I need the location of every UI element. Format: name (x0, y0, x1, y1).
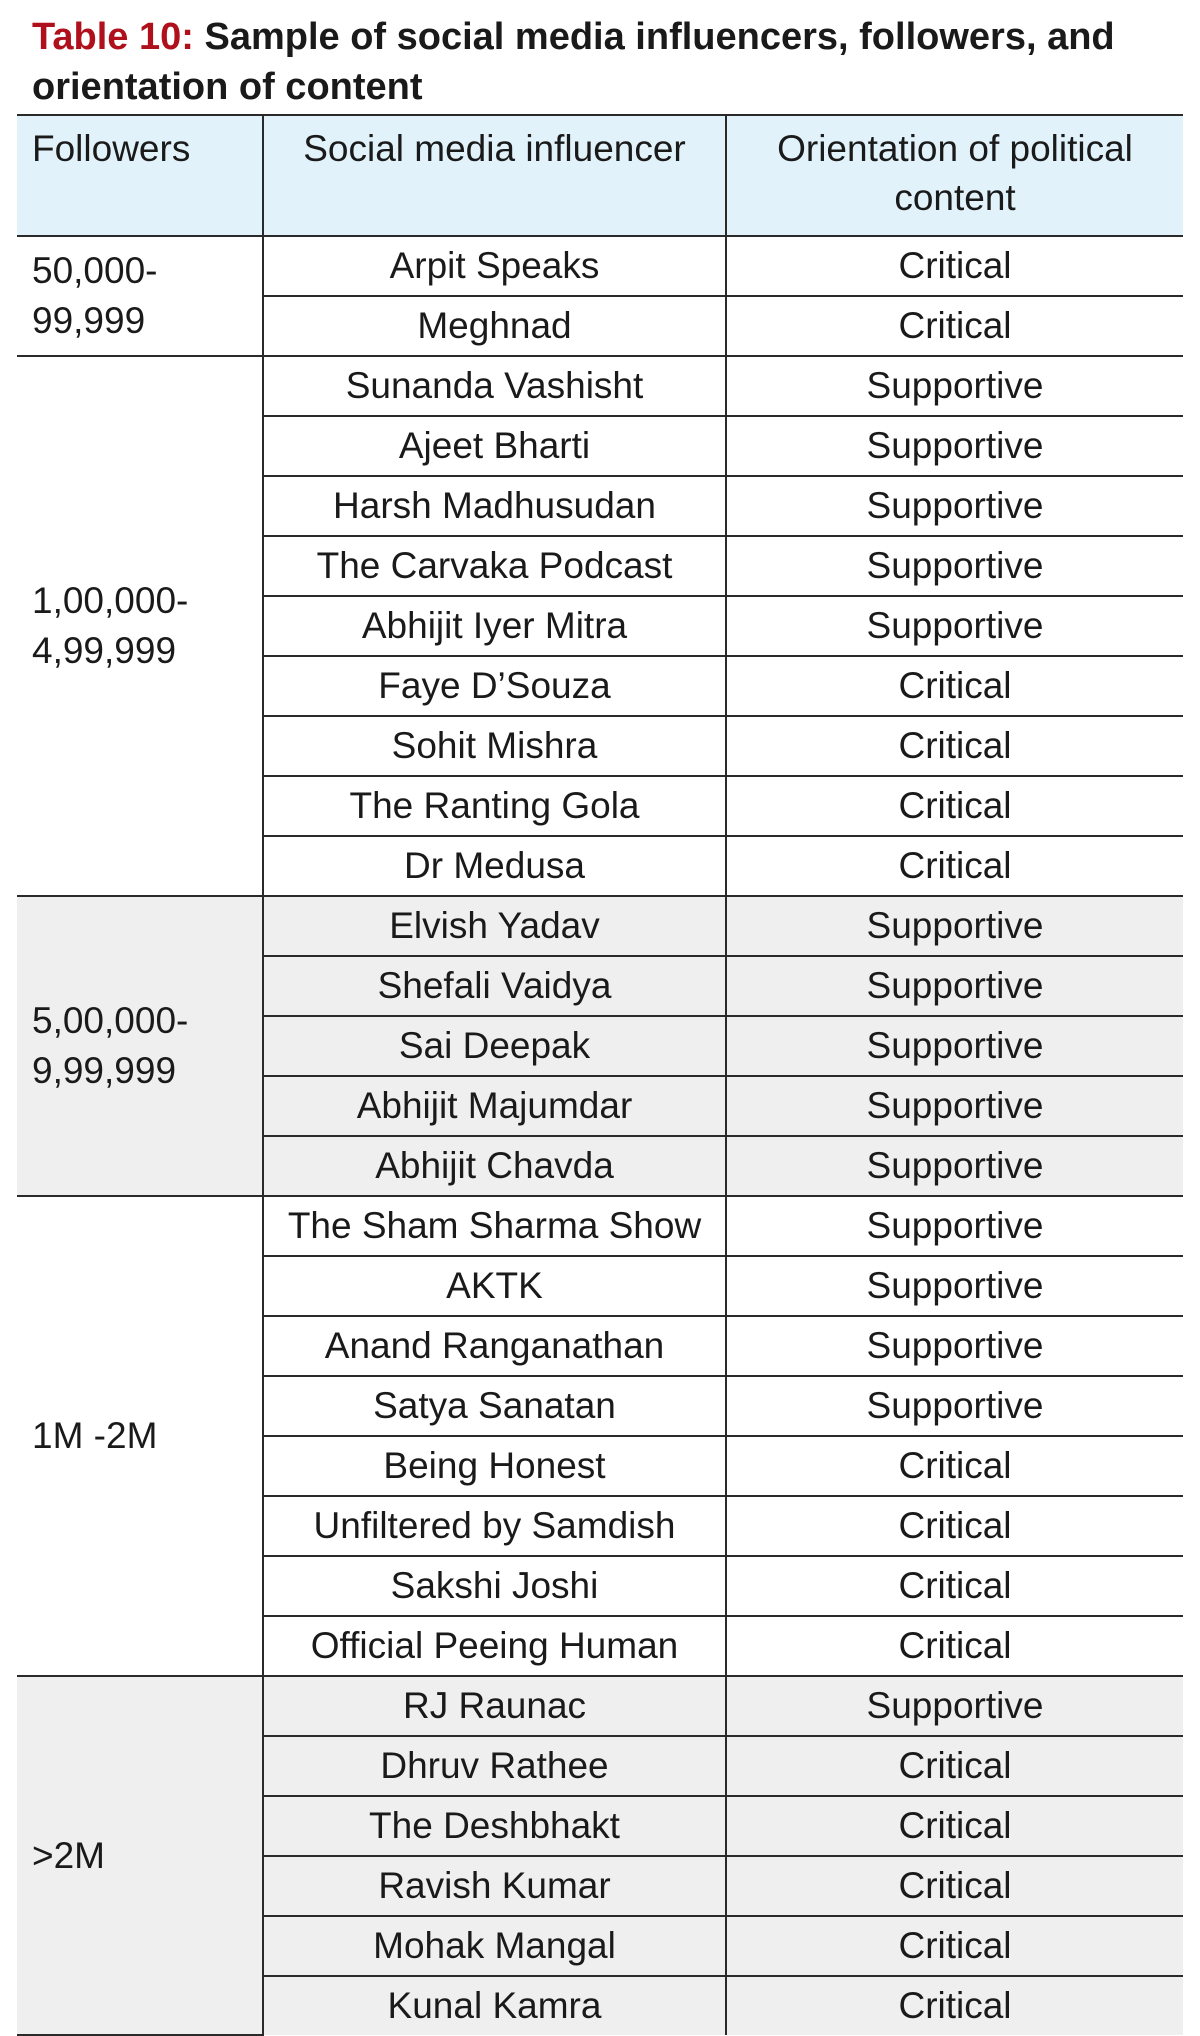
influencer-table (17, 114, 1183, 2036)
table-caption (32, 12, 1172, 112)
orientation-cell: Supportive (726, 536, 1183, 596)
influencer-name-cell: The Carvaka Podcast (263, 536, 726, 596)
table-number-label: Table 10: (32, 16, 194, 58)
follower-group (17, 896, 1183, 1196)
influencer-name-cell: Harsh Madhusudan (263, 476, 726, 536)
orientation-cell: Critical (726, 1556, 1183, 1616)
header-influencer: Social media influencer (263, 115, 726, 236)
followers-range-cell: 1M -2M (17, 1196, 263, 1676)
orientation-cell: Critical (726, 1976, 1183, 2035)
influencer-name-cell: Being Honest (263, 1436, 726, 1496)
influencer-name-cell: Satya Sanatan (263, 1376, 726, 1436)
orientation-cell: Supportive (726, 356, 1183, 416)
orientation-cell: Supportive (726, 1076, 1183, 1136)
followers-range-cell: 1,00,000-4,99,999 (17, 356, 263, 896)
orientation-cell: Critical (726, 1736, 1183, 1796)
influencer-name-cell: Dr Medusa (263, 836, 726, 896)
orientation-cell: Critical (726, 836, 1183, 896)
table-row (17, 356, 1183, 416)
orientation-cell: Supportive (726, 1676, 1183, 1736)
influencer-name-cell: Arpit Speaks (263, 236, 726, 296)
orientation-cell: Critical (726, 1856, 1183, 1916)
followers-range-cell: 50,000-99,999 (17, 236, 263, 356)
influencer-name-cell: The Sham Sharma Show (263, 1196, 726, 1256)
orientation-cell: Critical (726, 236, 1183, 296)
influencer-name-cell: Kunal Kamra (263, 1976, 726, 2035)
orientation-cell: Critical (726, 1496, 1183, 1556)
followers-range-cell: >2M (17, 1676, 263, 2035)
orientation-cell: Critical (726, 776, 1183, 836)
orientation-cell: Supportive (726, 1196, 1183, 1256)
table-row (17, 896, 1183, 956)
table-header (17, 115, 1183, 236)
table-row (17, 1196, 1183, 1256)
table-row (17, 1676, 1183, 1736)
influencer-name-cell: Ajeet Bharti (263, 416, 726, 476)
influencer-name-cell: Faye D’Souza (263, 656, 726, 716)
influencer-name-cell: Ravish Kumar (263, 1856, 726, 1916)
influencer-name-cell: Abhijit Iyer Mitra (263, 596, 726, 656)
followers-range-cell: 5,00,000-9,99,999 (17, 896, 263, 1196)
orientation-cell: Critical (726, 1916, 1183, 1976)
influencer-name-cell: The Ranting Gola (263, 776, 726, 836)
influencer-name-cell: Abhijit Majumdar (263, 1076, 726, 1136)
orientation-cell: Supportive (726, 1136, 1183, 1196)
influencer-name-cell: AKTK (263, 1256, 726, 1316)
table-row (17, 236, 1183, 296)
influencer-name-cell: Abhijit Chavda (263, 1136, 726, 1196)
follower-group (17, 1676, 1183, 2035)
header-row (17, 115, 1183, 236)
influencer-name-cell: Sai Deepak (263, 1016, 726, 1076)
influencer-name-cell: Official Peeing Human (263, 1616, 726, 1676)
header-followers: Followers (17, 115, 263, 236)
follower-group (17, 236, 1183, 356)
influencer-name-cell: Dhruv Rathee (263, 1736, 726, 1796)
orientation-cell: Supportive (726, 1256, 1183, 1316)
orientation-cell: Critical (726, 296, 1183, 356)
orientation-cell: Critical (726, 1436, 1183, 1496)
orientation-cell: Supportive (726, 476, 1183, 536)
influencer-name-cell: Shefali Vaidya (263, 956, 726, 1016)
influencer-name-cell: Meghnad (263, 296, 726, 356)
follower-group (17, 356, 1183, 896)
follower-group (17, 1196, 1183, 1676)
influencer-name-cell: Unfiltered by Samdish (263, 1496, 726, 1556)
orientation-cell: Supportive (726, 596, 1183, 656)
influencer-name-cell: The Deshbhakt (263, 1796, 726, 1856)
orientation-cell: Supportive (726, 1316, 1183, 1376)
influencer-name-cell: Sakshi Joshi (263, 1556, 726, 1616)
influencer-name-cell: Mohak Mangal (263, 1916, 726, 1976)
orientation-cell: Supportive (726, 416, 1183, 476)
orientation-cell: Supportive (726, 956, 1183, 1016)
orientation-cell: Critical (726, 656, 1183, 716)
influencer-name-cell: Anand Ranganathan (263, 1316, 726, 1376)
orientation-cell: Critical (726, 716, 1183, 776)
orientation-cell: Supportive (726, 1016, 1183, 1076)
orientation-cell: Critical (726, 1796, 1183, 1856)
orientation-cell: Supportive (726, 896, 1183, 956)
influencer-name-cell: Sohit Mishra (263, 716, 726, 776)
influencer-name-cell: Elvish Yadav (263, 896, 726, 956)
orientation-cell: Supportive (726, 1376, 1183, 1436)
table-title: Sample of social media influencers, followers, and orientation of content (32, 16, 1115, 108)
orientation-cell: Critical (726, 1616, 1183, 1676)
header-orientation: Orientation of political content (726, 115, 1183, 236)
influencer-name-cell: RJ Raunac (263, 1676, 726, 1736)
influencer-name-cell: Sunanda Vashisht (263, 356, 726, 416)
